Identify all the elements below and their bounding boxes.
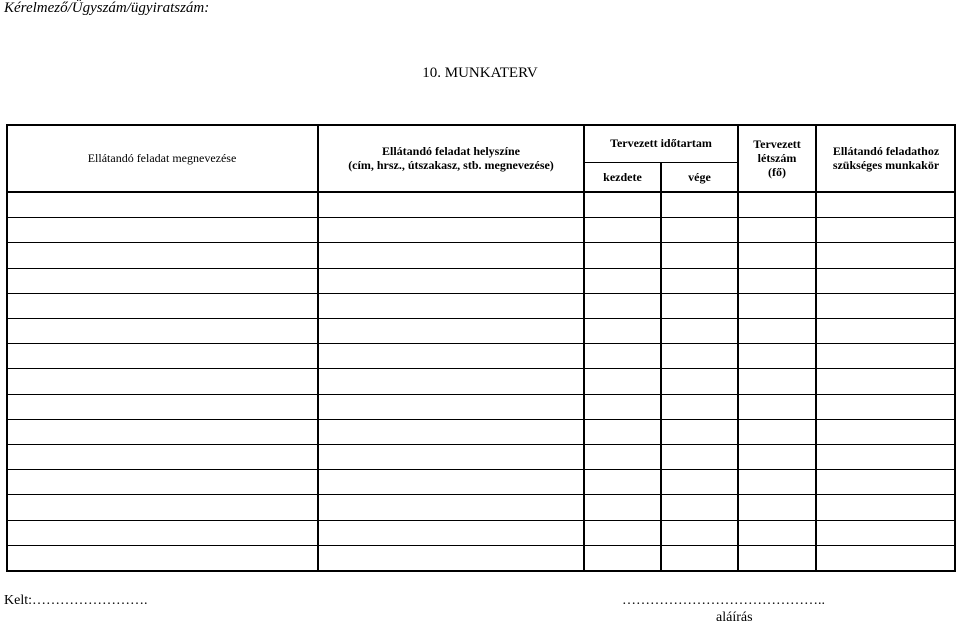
table-row	[6, 469, 956, 494]
header-headcount-line1: Tervezett	[753, 137, 801, 151]
row-divider	[6, 368, 956, 369]
row-divider	[6, 469, 956, 470]
table-row	[6, 293, 956, 318]
header-required-role-line2: szükséges munkakör	[832, 158, 940, 172]
row-divider	[6, 293, 956, 294]
header-task-name	[6, 124, 318, 192]
row-divider	[6, 520, 956, 521]
row-divider	[6, 494, 956, 495]
table-row	[6, 394, 956, 419]
table-row	[6, 217, 956, 242]
row-divider	[6, 343, 956, 344]
header-required-role-line1: Ellátandó feladathoz	[832, 144, 940, 158]
signature-label: aláírás	[716, 610, 753, 625]
date-field-label: Kelt:…………………….	[4, 593, 148, 608]
header-location	[318, 124, 584, 192]
row-divider	[6, 268, 956, 269]
work-plan-table	[6, 124, 956, 572]
table-row	[6, 343, 956, 368]
table-row	[6, 520, 956, 545]
table-row	[6, 192, 956, 217]
header-location-line2: (cím, hrsz., útszakasz, stb. megnevezése)	[348, 158, 554, 172]
table-row	[6, 494, 956, 519]
row-divider	[6, 419, 956, 420]
row-divider	[6, 242, 956, 243]
header-start-text: kezdete	[603, 170, 642, 184]
table-top-border	[6, 124, 956, 126]
applicant-case-number-label: Kérelmező/Ügyszám/ügyiratszám:	[4, 0, 210, 16]
table-row	[6, 318, 956, 343]
table-row	[6, 444, 956, 469]
header-start	[584, 162, 661, 192]
header-location-line1: Ellátandó feladat helyszíne	[381, 144, 520, 158]
header-headcount-line2: létszám	[757, 151, 797, 165]
table-row	[6, 368, 956, 393]
header-end-text: vége	[688, 170, 711, 184]
header-planned-duration	[584, 124, 738, 162]
row-divider	[6, 318, 956, 319]
header-headcount	[738, 124, 816, 192]
table-row	[6, 545, 956, 570]
table-row	[6, 419, 956, 444]
header-required-role	[816, 124, 956, 192]
row-divider	[6, 217, 956, 218]
header-end	[661, 162, 738, 192]
header-planned-duration-text: Tervezett időtartam	[610, 136, 712, 150]
header-headcount-line3: (fő)	[768, 165, 786, 179]
page-title: 10. MUNKATERV	[422, 65, 538, 81]
header-task-name-text: Ellátandó feladat megnevezése	[87, 151, 237, 165]
row-divider	[6, 545, 956, 546]
table-row	[6, 268, 956, 293]
row-divider	[6, 444, 956, 445]
signature-line: ……………………………………..	[622, 593, 825, 608]
row-divider	[6, 394, 956, 395]
table-bottom-border	[6, 570, 956, 572]
table-row	[6, 242, 956, 267]
